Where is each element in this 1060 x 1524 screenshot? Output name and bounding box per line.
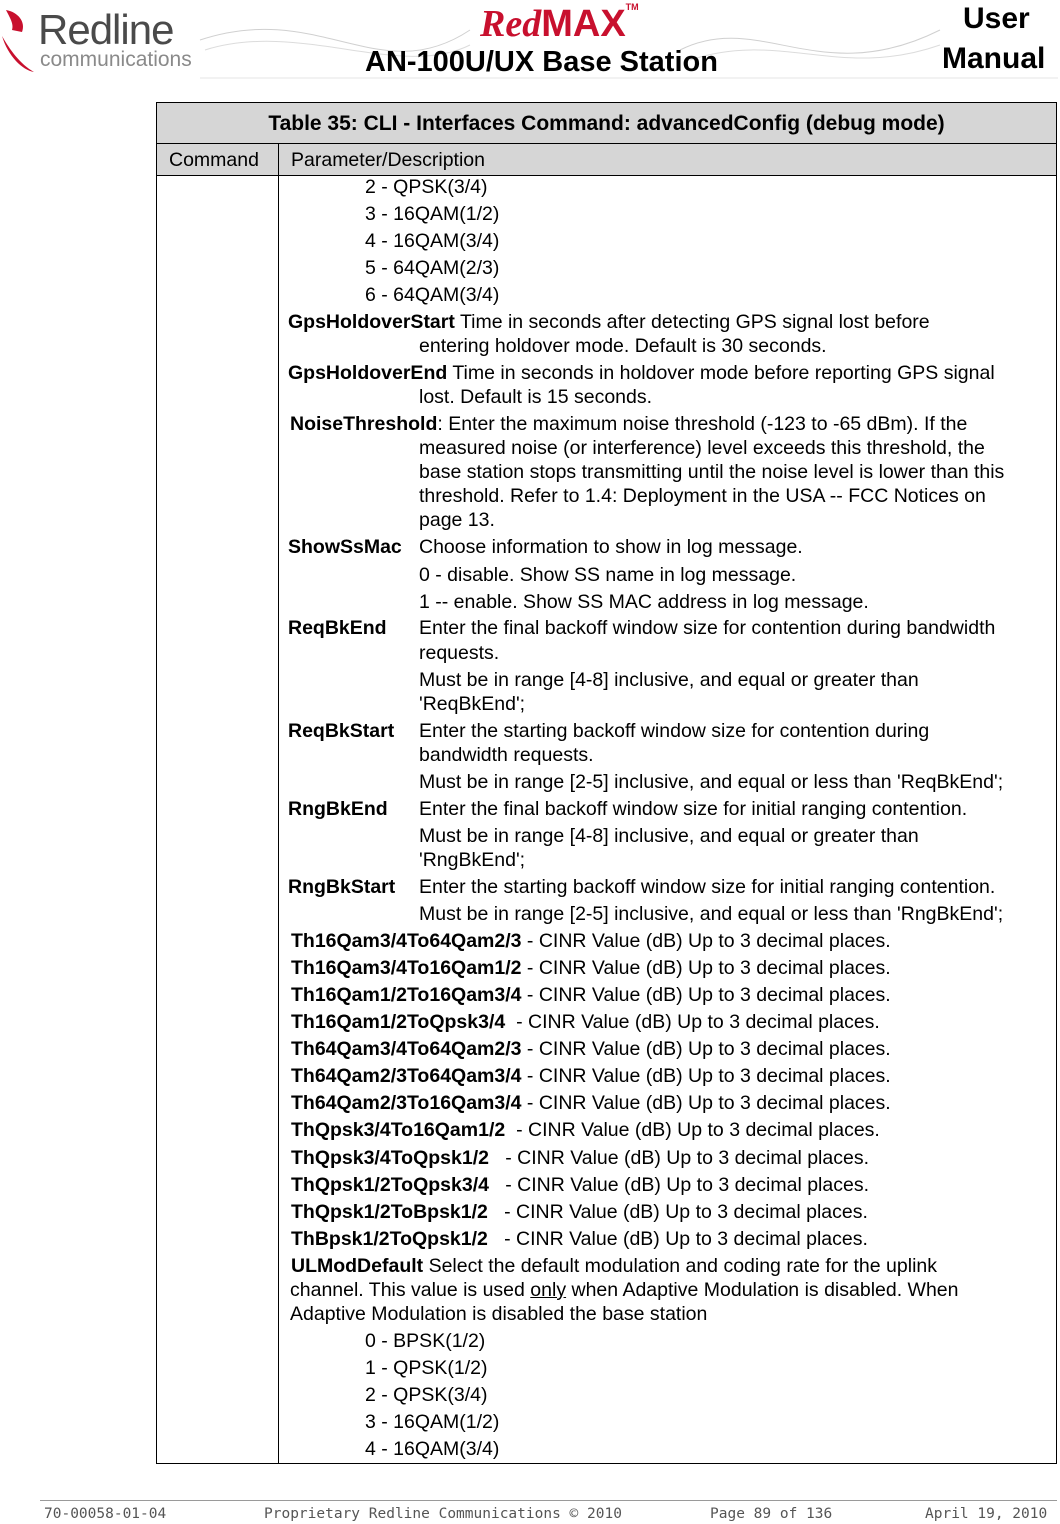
threshold-desc: - CINR Value (dB) Up to 3 decimal places. <box>521 1092 891 1114</box>
cli-command-table <box>156 102 1057 1464</box>
param-name: NoiseThreshold <box>290 413 438 435</box>
param-name: GpsHoldoverStart <box>288 311 455 333</box>
param-desc-cont: Must be in range [4-8] inclusive, and equal or greater than <box>419 825 919 847</box>
threshold-desc: - CINR Value (dB) Up to 3 decimal places. <box>521 984 891 1006</box>
threshold-row <box>291 1118 880 1142</box>
mod-option: 2 - QPSK(3/4) <box>365 176 488 198</box>
param-option: 1 -- enable. Show SS MAC address in log message. <box>419 591 869 613</box>
param-desc-cont: measured noise (or interference) level exceeds this threshold, the <box>419 437 985 459</box>
mod-option: 2 - QPSK(3/4) <box>365 1384 488 1406</box>
param-desc-part: when Adaptive Modulation is disabled. When <box>566 1279 959 1301</box>
param-desc: Enter the final backoff window size for initial ranging contention. <box>419 798 968 820</box>
param-desc-cont: bandwidth requests. <box>419 744 594 766</box>
param-desc: Time in seconds in holdover mode before reporting GPS signal <box>447 362 995 384</box>
threshold-name: Th16Qam3/4To16Qam1/2 <box>291 957 522 979</box>
param-rngbkend-name: RngBkEnd <box>288 798 388 820</box>
param-gpsholdoverstart <box>288 310 930 334</box>
param-desc-cont: Must be in range [4-8] inclusive, and equal or greater than <box>419 669 919 691</box>
column-header-parameter: Parameter/Description <box>291 149 485 171</box>
threshold-row <box>291 1200 868 1224</box>
redline-logo <box>0 4 205 76</box>
threshold-desc: - CINR Value (dB) Up to 3 decimal places. <box>521 957 891 979</box>
param-desc-cont: Must be in range [2-5] inclusive, and equal or less than 'RngBkEnd'; <box>419 903 1004 925</box>
footer-date: April 19, 2010 <box>925 1506 1048 1522</box>
threshold-row <box>291 929 891 953</box>
param-desc: Enter the final backoff window size for contention during bandwidth <box>419 617 996 639</box>
param-desc-part: channel. This value is used <box>290 1279 531 1301</box>
mod-option: 0 - BPSK(1/2) <box>365 1330 486 1352</box>
param-desc-cont: requests. <box>419 642 500 664</box>
param-desc-cont: 'ReqBkEnd'; <box>419 693 526 715</box>
threshold-desc: - CINR Value (dB) Up to 3 decimal places. <box>487 1201 868 1223</box>
threshold-row <box>291 956 891 980</box>
threshold-row <box>291 1173 869 1197</box>
param-reqbkstart-name: ReqBkStart <box>288 720 395 742</box>
threshold-name: Th64Qam2/3To64Qam3/4 <box>291 1065 522 1087</box>
logo-sub-text: communications <box>40 48 192 71</box>
param-desc: Time in seconds after detecting GPS signal lost before <box>454 311 930 333</box>
param-noisethreshold <box>290 412 967 436</box>
param-showssmac-name: ShowSsMac <box>288 536 402 558</box>
threshold-desc: - CINR Value (dB) Up to 3 decimal places. <box>488 1174 869 1196</box>
threshold-name: Th64Qam3/4To64Qam2/3 <box>291 1038 522 1060</box>
mod-option: 4 - 16QAM(3/4) <box>365 230 500 252</box>
table-header-row <box>157 144 1056 176</box>
param-desc-cont <box>290 1278 959 1302</box>
param-desc-emphasis: only <box>530 1279 567 1301</box>
threshold-row <box>291 1037 891 1061</box>
footer-doc-number: 70-00058-01-04 <box>44 1506 167 1522</box>
threshold-name: Th16Qam1/2ToQpsk3/4 <box>291 1011 506 1033</box>
threshold-name: Th16Qam1/2To16Qam3/4 <box>291 984 522 1006</box>
threshold-desc: - CINR Value (dB) Up to 3 decimal places. <box>488 1147 869 1169</box>
param-desc-cont: Must be in range [2-5] inclusive, and equal or less than 'ReqBkEnd'; <box>419 771 1004 793</box>
param-name: ULModDefault <box>291 1255 424 1277</box>
threshold-row <box>291 1091 891 1115</box>
param-ulmoddefault <box>291 1254 937 1278</box>
page-header <box>0 0 1060 90</box>
footer-divider <box>40 1500 1057 1501</box>
footer-proprietary: Proprietary Redline Communications © 2010 <box>264 1506 622 1522</box>
redmax-logo <box>480 2 639 46</box>
threshold-row <box>291 1064 891 1088</box>
mod-option: 6 - 64QAM(3/4) <box>365 284 500 306</box>
param-option: 0 - disable. Show SS name in log message. <box>419 564 797 586</box>
threshold-row <box>291 1010 880 1034</box>
threshold-name: Th16Qam3/4To64Qam2/3 <box>291 930 522 952</box>
threshold-desc: - CINR Value (dB) Up to 3 decimal places. <box>505 1011 880 1033</box>
mod-option: 1 - QPSK(1/2) <box>365 1357 488 1379</box>
param-reqbkend-name: ReqBkEnd <box>288 617 387 639</box>
param-name: GpsHoldoverEnd <box>288 362 448 384</box>
param-desc-cont: base station stops transmitting until the noise level is lower than this <box>419 461 1005 483</box>
product-title: AN-100U/UX Base Station <box>365 46 718 78</box>
param-rngbkstart-name: RngBkStart <box>288 876 396 898</box>
param-desc: Enter the starting backoff window size for initial ranging contention. <box>419 876 996 898</box>
threshold-desc: - CINR Value (dB) Up to 3 decimal places. <box>487 1228 868 1250</box>
logo-brand-text: Redline <box>38 6 174 53</box>
trademark-symbol: TM <box>625 2 639 12</box>
redmax-max-text: MAX <box>541 3 626 45</box>
mod-option: 3 - 16QAM(1/2) <box>365 203 500 225</box>
mod-option: 3 - 16QAM(1/2) <box>365 1411 500 1433</box>
threshold-desc: - CINR Value (dB) Up to 3 decimal places. <box>521 1065 891 1087</box>
threshold-name: Th64Qam2/3To16Qam3/4 <box>291 1092 522 1114</box>
param-desc: : Enter the maximum noise threshold (-123 to -65 dBm). If the <box>437 413 968 435</box>
param-gpsholdoverend <box>288 361 995 385</box>
param-desc: Select the default modulation and coding rate for the uplink <box>423 1255 937 1277</box>
mod-option: 5 - 64QAM(2/3) <box>365 257 500 279</box>
param-desc-cont: entering holdover mode. Default is 30 seconds. <box>419 335 827 357</box>
footer-page-number: Page 89 of 136 <box>710 1506 833 1522</box>
param-desc: Choose information to show in log message. <box>419 536 803 558</box>
threshold-row <box>291 1227 868 1251</box>
threshold-name: ThQpsk1/2ToQpsk3/4 <box>291 1174 489 1196</box>
column-divider <box>278 144 279 1463</box>
param-desc-cont: 'RngBkEnd'; <box>419 849 526 871</box>
table-title: Table 35: CLI - Interfaces Command: advancedConfig (debug mode) <box>157 103 1056 144</box>
manual-label-user: User <box>963 2 1030 35</box>
threshold-row <box>291 983 891 1007</box>
threshold-desc: - CINR Value (dB) Up to 3 decimal places. <box>521 1038 891 1060</box>
param-desc: Enter the starting backoff window size for contention during <box>419 720 930 742</box>
threshold-name: ThQpsk1/2ToBpsk1/2 <box>291 1201 488 1223</box>
redline-swoosh-icon <box>0 6 40 76</box>
redmax-red-text: Red <box>480 3 542 45</box>
param-desc-cont: threshold. Refer to 1.4: Deployment in the USA -- FCC Notices on <box>419 485 986 507</box>
threshold-name: ThBpsk1/2ToQpsk1/2 <box>291 1228 488 1250</box>
param-desc-cont: Adaptive Modulation is disabled the base station <box>290 1303 708 1325</box>
column-header-command: Command <box>169 149 259 171</box>
threshold-name: ThQpsk3/4ToQpsk1/2 <box>291 1147 489 1169</box>
manual-label-manual: Manual <box>942 42 1046 75</box>
threshold-name: ThQpsk3/4To16Qam1/2 <box>291 1119 506 1141</box>
param-desc-cont: lost. Default is 15 seconds. <box>419 386 653 408</box>
mod-option: 4 - 16QAM(3/4) <box>365 1438 500 1460</box>
param-desc-cont: page 13. <box>419 509 495 531</box>
threshold-row <box>291 1146 869 1170</box>
threshold-desc: - CINR Value (dB) Up to 3 decimal places. <box>505 1119 880 1141</box>
threshold-desc: - CINR Value (dB) Up to 3 decimal places. <box>521 930 891 952</box>
